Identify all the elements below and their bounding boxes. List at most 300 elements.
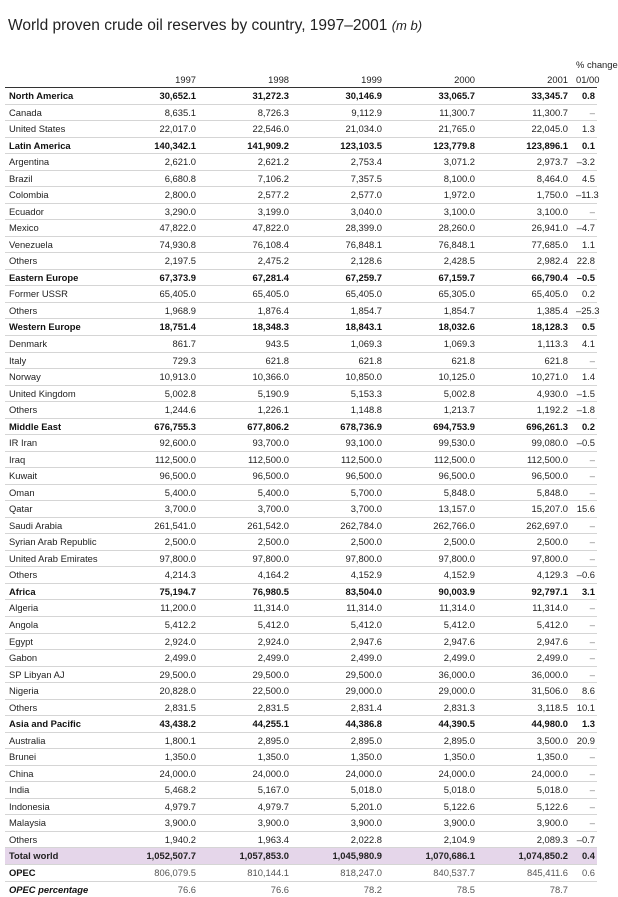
- value-cell: 112,500.0: [293, 451, 386, 468]
- change-header-bottom: 01/00: [572, 72, 597, 88]
- value-cell: 5,468.2: [107, 782, 200, 799]
- header-row-top: [5, 56, 597, 72]
- table-row: [5, 203, 597, 220]
- row-label: India: [5, 782, 107, 799]
- value-cell: 22,017.0: [107, 121, 200, 138]
- title-text: World proven crude oil reserves by country, 1997–2001: [8, 17, 387, 34]
- value-cell: 677,806.2: [200, 418, 293, 435]
- change-cell: –: [572, 666, 597, 683]
- value-cell: 18,032.6: [386, 319, 479, 336]
- row-label: Asia and Pacific: [5, 716, 107, 733]
- value-cell: 44,255.1: [200, 716, 293, 733]
- table-row: [5, 567, 597, 584]
- value-cell: 2,982.4: [479, 253, 572, 270]
- value-cell: 28,399.0: [293, 220, 386, 237]
- value-cell: 24,000.0: [200, 765, 293, 782]
- value-cell: 1,350.0: [200, 749, 293, 766]
- table-row: [5, 435, 597, 452]
- value-cell: 2,924.0: [107, 633, 200, 650]
- header-row: [5, 72, 597, 88]
- row-label: Others: [5, 253, 107, 270]
- year-header: 1997: [107, 72, 200, 88]
- value-cell: 2,621.2: [200, 154, 293, 171]
- value-cell: 1,113.3: [479, 335, 572, 352]
- value-cell: 30,146.9: [293, 88, 386, 105]
- value-cell: 806,079.5: [107, 864, 200, 881]
- table-row: [5, 484, 597, 501]
- value-cell: 78.7: [479, 881, 572, 897]
- table-row: [5, 402, 597, 419]
- change-cell: –: [572, 650, 597, 667]
- value-cell: 5,122.6: [479, 798, 572, 815]
- value-cell: 2,831.3: [386, 699, 479, 716]
- value-cell: 96,500.0: [107, 468, 200, 485]
- value-cell: 123,103.5: [293, 137, 386, 154]
- value-cell: 4,152.9: [386, 567, 479, 584]
- change-cell: –: [572, 600, 597, 617]
- row-label: OPEC: [5, 864, 107, 881]
- value-cell: 3,700.0: [293, 501, 386, 518]
- table-row: [5, 236, 597, 253]
- page-title: [8, 17, 422, 35]
- row-label: Others: [5, 831, 107, 848]
- value-cell: 1,854.7: [293, 302, 386, 319]
- change-cell: –: [572, 517, 597, 534]
- change-header-top: % change: [572, 56, 597, 72]
- value-cell: 621.8: [293, 352, 386, 369]
- row-label: Middle East: [5, 418, 107, 435]
- value-cell: 2,895.0: [293, 732, 386, 749]
- value-cell: 67,259.7: [293, 269, 386, 286]
- region-row: [5, 319, 597, 336]
- row-label: North America: [5, 88, 107, 105]
- value-cell: 696,261.3: [479, 418, 572, 435]
- value-cell: 112,500.0: [479, 451, 572, 468]
- change-cell: –4.7: [572, 220, 597, 237]
- value-cell: 18,843.1: [293, 319, 386, 336]
- value-cell: 97,800.0: [200, 550, 293, 567]
- table-row: [5, 732, 597, 749]
- value-cell: 2,500.0: [293, 534, 386, 551]
- value-cell: 33,345.7: [479, 88, 572, 105]
- row-label: Syrian Arab Republic: [5, 534, 107, 551]
- value-cell: 67,281.4: [200, 269, 293, 286]
- change-cell: 1.3: [572, 121, 597, 138]
- table-row: [5, 187, 597, 204]
- value-cell: 5,122.6: [386, 798, 479, 815]
- value-cell: 694,753.9: [386, 418, 479, 435]
- table-row: [5, 798, 597, 815]
- value-cell: 11,314.0: [293, 600, 386, 617]
- value-cell: 97,800.0: [293, 550, 386, 567]
- value-cell: 20,828.0: [107, 683, 200, 700]
- row-label: Total world: [5, 848, 107, 865]
- row-label: Others: [5, 699, 107, 716]
- value-cell: 5,700.0: [293, 484, 386, 501]
- value-cell: 5,002.8: [386, 385, 479, 402]
- value-cell: 9,112.9: [293, 104, 386, 121]
- value-cell: 2,089.3: [479, 831, 572, 848]
- value-cell: 3,040.0: [293, 203, 386, 220]
- value-cell: 21,765.0: [386, 121, 479, 138]
- row-label: Western Europe: [5, 319, 107, 336]
- row-label: SP Libyan AJ: [5, 666, 107, 683]
- value-cell: 5,190.9: [200, 385, 293, 402]
- table-row: [5, 385, 597, 402]
- value-cell: 92,797.1: [479, 583, 572, 600]
- change-cell: –11.3: [572, 187, 597, 204]
- change-cell: 10.1: [572, 699, 597, 716]
- value-cell: 3,900.0: [479, 815, 572, 832]
- value-cell: 11,200.0: [107, 600, 200, 617]
- change-cell: 0.6: [572, 864, 597, 881]
- value-cell: 3,071.2: [386, 154, 479, 171]
- value-cell: 2,104.9: [386, 831, 479, 848]
- table-row: [5, 121, 597, 138]
- row-label: Africa: [5, 583, 107, 600]
- value-cell: 1,350.0: [293, 749, 386, 766]
- table-row: [5, 451, 597, 468]
- table-row: [5, 749, 597, 766]
- value-cell: 29,500.0: [200, 666, 293, 683]
- row-label: United States: [5, 121, 107, 138]
- table-row: [5, 286, 597, 303]
- value-cell: 676,755.3: [107, 418, 200, 435]
- value-cell: 36,000.0: [386, 666, 479, 683]
- row-label: United Arab Emirates: [5, 550, 107, 567]
- change-cell: 15.6: [572, 501, 597, 518]
- value-cell: 5,167.0: [200, 782, 293, 799]
- change-cell: –: [572, 104, 597, 121]
- row-label: Canada: [5, 104, 107, 121]
- value-cell: 4,152.9: [293, 567, 386, 584]
- value-cell: 845,411.6: [479, 864, 572, 881]
- value-cell: 112,500.0: [107, 451, 200, 468]
- value-cell: 44,390.5: [386, 716, 479, 733]
- year-header: 2001: [479, 72, 572, 88]
- value-cell: 1,074,850.2: [479, 848, 572, 865]
- value-cell: 92,600.0: [107, 435, 200, 452]
- value-cell: 78.2: [293, 881, 386, 897]
- value-cell: 3,100.0: [479, 203, 572, 220]
- change-cell: –: [572, 815, 597, 832]
- row-label: Others: [5, 567, 107, 584]
- value-cell: 112,500.0: [200, 451, 293, 468]
- value-cell: 76,108.4: [200, 236, 293, 253]
- value-cell: 24,000.0: [386, 765, 479, 782]
- value-cell: 2,499.0: [479, 650, 572, 667]
- table-row: [5, 517, 597, 534]
- value-cell: 861.7: [107, 335, 200, 352]
- value-cell: 10,125.0: [386, 369, 479, 386]
- change-cell: –0.7: [572, 831, 597, 848]
- value-cell: 4,930.0: [479, 385, 572, 402]
- value-cell: 2,197.5: [107, 253, 200, 270]
- table-row: [5, 815, 597, 832]
- value-cell: 840,537.7: [386, 864, 479, 881]
- value-cell: 1,070,686.1: [386, 848, 479, 865]
- row-label: Nigeria: [5, 683, 107, 700]
- value-cell: 30,652.1: [107, 88, 200, 105]
- year-header: 2000: [386, 72, 479, 88]
- value-cell: 1,876.4: [200, 302, 293, 319]
- change-cell: 20.9: [572, 732, 597, 749]
- value-cell: 1,244.6: [107, 402, 200, 419]
- change-cell: [572, 881, 597, 897]
- row-label: Egypt: [5, 633, 107, 650]
- table-row: [5, 220, 597, 237]
- value-cell: 67,159.7: [386, 269, 479, 286]
- value-cell: 97,800.0: [386, 550, 479, 567]
- table-row: [5, 831, 597, 848]
- change-cell: –0.5: [572, 435, 597, 452]
- value-cell: 93,100.0: [293, 435, 386, 452]
- value-cell: 1,052,507.7: [107, 848, 200, 865]
- change-cell: –: [572, 633, 597, 650]
- value-cell: 96,500.0: [479, 468, 572, 485]
- reserves-table: [5, 56, 597, 897]
- value-cell: 112,500.0: [386, 451, 479, 468]
- table-row: [5, 699, 597, 716]
- row-label: Brazil: [5, 170, 107, 187]
- value-cell: 123,779.8: [386, 137, 479, 154]
- total-row: [5, 848, 597, 865]
- value-cell: 65,405.0: [107, 286, 200, 303]
- value-cell: 1,350.0: [479, 749, 572, 766]
- value-cell: 18,751.4: [107, 319, 200, 336]
- change-cell: –: [572, 484, 597, 501]
- value-cell: 2,831.5: [107, 699, 200, 716]
- table-row: [5, 104, 597, 121]
- value-cell: 47,822.0: [107, 220, 200, 237]
- value-cell: 2,800.0: [107, 187, 200, 204]
- row-label: Eastern Europe: [5, 269, 107, 286]
- value-cell: 3,700.0: [200, 501, 293, 518]
- value-cell: 1,226.1: [200, 402, 293, 419]
- opec-row: [5, 864, 597, 881]
- value-cell: 11,314.0: [386, 600, 479, 617]
- table-row: [5, 765, 597, 782]
- value-cell: 2,947.6: [293, 633, 386, 650]
- change-cell: –: [572, 352, 597, 369]
- value-cell: 1,350.0: [107, 749, 200, 766]
- row-label: Angola: [5, 617, 107, 634]
- value-cell: 4,979.7: [107, 798, 200, 815]
- value-cell: 1,148.8: [293, 402, 386, 419]
- change-cell: 0.4: [572, 848, 597, 865]
- value-cell: 729.3: [107, 352, 200, 369]
- table-body: [5, 88, 597, 897]
- change-cell: –: [572, 749, 597, 766]
- value-cell: 262,766.0: [386, 517, 479, 534]
- value-cell: 1,750.0: [479, 187, 572, 204]
- value-cell: 2,924.0: [200, 633, 293, 650]
- change-cell: –: [572, 782, 597, 799]
- value-cell: 3,199.0: [200, 203, 293, 220]
- value-cell: 5,002.8: [107, 385, 200, 402]
- value-cell: 1,192.2: [479, 402, 572, 419]
- value-cell: 5,400.0: [200, 484, 293, 501]
- value-cell: 5,153.3: [293, 385, 386, 402]
- region-row: [5, 418, 597, 435]
- value-cell: 31,272.3: [200, 88, 293, 105]
- value-cell: 67,373.9: [107, 269, 200, 286]
- value-cell: 65,405.0: [479, 286, 572, 303]
- value-cell: 3,900.0: [200, 815, 293, 832]
- value-cell: 1,069.3: [293, 335, 386, 352]
- value-cell: 33,065.7: [386, 88, 479, 105]
- change-cell: –: [572, 451, 597, 468]
- value-cell: 97,800.0: [479, 550, 572, 567]
- value-cell: 3,290.0: [107, 203, 200, 220]
- table-row: [5, 335, 597, 352]
- value-cell: 36,000.0: [479, 666, 572, 683]
- row-label: Argentina: [5, 154, 107, 171]
- change-cell: –: [572, 468, 597, 485]
- value-cell: 76.6: [200, 881, 293, 897]
- value-cell: 7,106.2: [200, 170, 293, 187]
- row-label: Colombia: [5, 187, 107, 204]
- value-cell: 2,831.4: [293, 699, 386, 716]
- value-cell: 1,940.2: [107, 831, 200, 848]
- value-cell: 8,726.3: [200, 104, 293, 121]
- value-cell: 2,895.0: [386, 732, 479, 749]
- change-cell: 1.4: [572, 369, 597, 386]
- row-label: Kuwait: [5, 468, 107, 485]
- row-label: Ecuador: [5, 203, 107, 220]
- year-header: 1998: [200, 72, 293, 88]
- value-cell: 10,366.0: [200, 369, 293, 386]
- row-label: Former USSR: [5, 286, 107, 303]
- table-row: [5, 550, 597, 567]
- value-cell: 11,300.7: [479, 104, 572, 121]
- value-cell: 262,784.0: [293, 517, 386, 534]
- value-cell: 5,201.0: [293, 798, 386, 815]
- value-cell: 7,357.5: [293, 170, 386, 187]
- change-cell: –3.2: [572, 154, 597, 171]
- value-cell: 2,499.0: [293, 650, 386, 667]
- value-cell: 8,464.0: [479, 170, 572, 187]
- value-cell: 1,968.9: [107, 302, 200, 319]
- value-cell: 10,271.0: [479, 369, 572, 386]
- table-row: [5, 650, 597, 667]
- value-cell: 1,057,853.0: [200, 848, 293, 865]
- change-cell: 1.3: [572, 716, 597, 733]
- table-row: [5, 253, 597, 270]
- row-label: Others: [5, 402, 107, 419]
- table-row: [5, 154, 597, 171]
- change-cell: 22.8: [572, 253, 597, 270]
- value-cell: 2,022.8: [293, 831, 386, 848]
- year-header: 1999: [293, 72, 386, 88]
- value-cell: 21,034.0: [293, 121, 386, 138]
- value-cell: 13,157.0: [386, 501, 479, 518]
- value-cell: 24,000.0: [479, 765, 572, 782]
- value-cell: 2,500.0: [200, 534, 293, 551]
- value-cell: 96,500.0: [200, 468, 293, 485]
- value-cell: 5,412.0: [200, 617, 293, 634]
- value-cell: 96,500.0: [386, 468, 479, 485]
- change-cell: 0.8: [572, 88, 597, 105]
- value-cell: 5,412.0: [293, 617, 386, 634]
- region-row: [5, 137, 597, 154]
- value-cell: 24,000.0: [107, 765, 200, 782]
- value-cell: 3,900.0: [107, 815, 200, 832]
- value-cell: 29,000.0: [386, 683, 479, 700]
- value-cell: 18,128.3: [479, 319, 572, 336]
- change-cell: 0.1: [572, 137, 597, 154]
- value-cell: 76.6: [107, 881, 200, 897]
- value-cell: 43,438.2: [107, 716, 200, 733]
- row-label: Mexico: [5, 220, 107, 237]
- value-cell: 261,541.0: [107, 517, 200, 534]
- value-cell: 818,247.0: [293, 864, 386, 881]
- value-cell: 2,499.0: [386, 650, 479, 667]
- change-cell: –1.8: [572, 402, 597, 419]
- row-label: Brunei: [5, 749, 107, 766]
- value-cell: 2,499.0: [200, 650, 293, 667]
- value-cell: 123,896.1: [479, 137, 572, 154]
- change-cell: –1.5: [572, 385, 597, 402]
- change-cell: –: [572, 765, 597, 782]
- table-row: [5, 782, 597, 799]
- title-unit: (m b): [392, 18, 422, 33]
- row-label: IR Iran: [5, 435, 107, 452]
- region-row: [5, 583, 597, 600]
- value-cell: 621.8: [200, 352, 293, 369]
- change-cell: –0.5: [572, 269, 597, 286]
- change-cell: –: [572, 798, 597, 815]
- change-cell: 0.5: [572, 319, 597, 336]
- value-cell: 1,045,980.9: [293, 848, 386, 865]
- table-row: [5, 352, 597, 369]
- value-cell: 11,300.7: [386, 104, 479, 121]
- value-cell: 74,930.8: [107, 236, 200, 253]
- table-row: [5, 501, 597, 518]
- row-label: Algeria: [5, 600, 107, 617]
- row-label: Denmark: [5, 335, 107, 352]
- value-cell: 141,909.2: [200, 137, 293, 154]
- value-cell: 8,635.1: [107, 104, 200, 121]
- value-cell: 97,800.0: [107, 550, 200, 567]
- change-cell: 4.5: [572, 170, 597, 187]
- value-cell: 5,018.0: [386, 782, 479, 799]
- value-cell: 621.8: [386, 352, 479, 369]
- row-label: United Kingdom: [5, 385, 107, 402]
- value-cell: 10,850.0: [293, 369, 386, 386]
- change-cell: –: [572, 617, 597, 634]
- value-cell: 2,577.2: [200, 187, 293, 204]
- value-cell: 3,118.5: [479, 699, 572, 716]
- value-cell: 1,972.0: [386, 187, 479, 204]
- value-cell: 2,621.0: [107, 154, 200, 171]
- region-row: [5, 269, 597, 286]
- value-cell: 5,848.0: [386, 484, 479, 501]
- value-cell: 76,848.1: [386, 236, 479, 253]
- table-row: [5, 468, 597, 485]
- value-cell: 96,500.0: [293, 468, 386, 485]
- table-row: [5, 302, 597, 319]
- change-cell: 0.2: [572, 418, 597, 435]
- value-cell: 11,314.0: [200, 600, 293, 617]
- value-cell: 8,100.0: [386, 170, 479, 187]
- row-label: Venezuela: [5, 236, 107, 253]
- value-cell: 1,350.0: [386, 749, 479, 766]
- value-cell: 1,069.3: [386, 335, 479, 352]
- value-cell: 2,947.6: [479, 633, 572, 650]
- value-cell: 943.5: [200, 335, 293, 352]
- table-row: [5, 600, 597, 617]
